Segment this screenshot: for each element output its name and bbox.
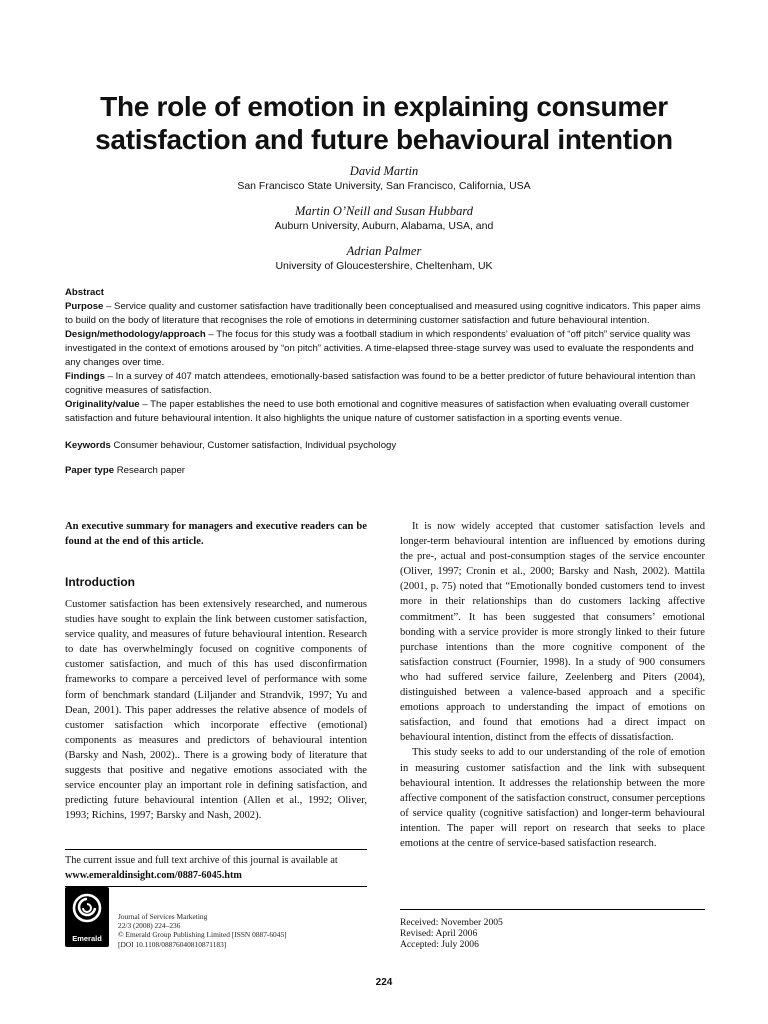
article-dates [400,917,503,950]
paper-type [65,464,707,478]
executive-summary-note: An executive summary for managers and executive readers can be found at the end of this article. [65,521,367,548]
journal-name: Journal of Services Marketing [118,912,208,921]
abstract-label: Purpose [65,301,104,312]
abstract-text: – The paper establishes the need to use both emotional and cognitive measures of satisfaction when evaluating overall customer satisfaction and future behavioural intention. It also highlights the unique nature of customer satisfaction in a sporting events venue. [65,399,690,424]
author-affiliation: Auburn University, Auburn, Alabama, USA, and [274,220,494,232]
author-block [40,163,728,283]
journal-url-link[interactable]: www.emeraldinsight.com/0887-6045.htm [65,870,242,881]
logo-wordmark: Emerald [72,934,102,943]
paper-type-label: Paper type [65,465,115,476]
keywords-label: Keywords [65,440,111,451]
abstract-originality [65,398,707,426]
introduction-paragraph: Customer satisfaction has been extensively researched, and numerous studies have sought to explain the link between customer satisfaction, service quality, and measures of future behavioural intention. Research to date has overwhelmingly focused on cognitive components of customer satisfaction, and much of this has used disconfirmation frameworks to compare a perceived level of performance with some form of benchmark standard (Liljander and Strandvik, 1997; Yu and Dean, 2001). This paper addresses the relative absence of models of customer satisfaction which incorporate effective (emotional) components as measures and predictors of behavioural intention (Barsky and Nash, 2002).. There is a growing body of literature that suggests that positive and negative emotions associated with the service encounter play an important role in defining satisfaction, and predicting future behavioural intention (Allen et al., 1992; Oliver, 1993; Richins, 1997; Barsky and Nash, 2002). [65,599,367,822]
journal-doi: [DOI 10.1108/08876040810871183] [118,939,227,949]
abstract-purpose [65,300,707,328]
accepted-date: Accepted: July 2006 [400,939,479,950]
abstract-heading: Abstract [65,287,104,298]
journal-archive-notice [65,853,367,883]
right-paragraph-1: It is now widely accepted that customer satisfaction levels and longer-term behavioural intention are influenced by emotions during the pre-, actual and post-consumption stages of the service encounter (Oliver, 1997; Cronin et al., 2000; Barsky and Nash, 2002). Mattila (2001, p. 75) noted that “Emotionally bonded customers tend to invest more in their relationships than do customers lacking affective commitment”. It has been suggested that consumers’ emotional bonding with a service provider is more strongly linked to their future purchase intentions than the more cognitive component of the satisfaction construct (Fournier, 1998). In a study of 900 consumers who had suffered service failure, Zeelenberg and Piters (2004), distinguished between a valence-based approach and a specific emotions approach to understanding the impact of emotions on satisfaction, and found that emotions had a direct impact on behavioural intention, distinct from the effects of dissatisfaction. [400,521,705,744]
paper-title: The role of emotion in explaining consumer satisfaction and future behavioural intention [95,91,673,155]
abstract-text: – The focus for this study was a football stadium in which respondents’ evaluation of “off pitch” service quality was investigated in the context of emotions aroused by “on pitch” activities. A time-elapsed three-stage survey was used to evaluate the respondents and any changes over time. [65,329,694,368]
section-heading-introduction: Introduction [65,575,135,589]
author-name: Martin O’Neill and Susan Hubbard [294,204,473,218]
keywords-text: Consumer behaviour, Customer satisfaction, Individual psychology [113,440,397,451]
page-number: 224 [375,977,393,988]
abstract-design [65,328,707,370]
abstract-text: – In a survey of 407 match attendees, emotionally-based satisfaction was found to be a better predictor of future behavioural intention than cognitive measures of satisfaction. [65,371,696,396]
notice-text: The current issue and full text archive of this journal is available at [65,855,338,866]
emerald-swirl-icon [65,887,109,931]
received-date: Received: November 2005 [400,917,503,928]
emerald-logo [65,887,109,947]
abstract-label: Design/methodology/approach [65,329,206,340]
journal-citation [118,912,287,949]
author-name: David Martin [349,164,419,178]
abstract [65,286,707,478]
right-column [400,519,705,851]
abstract-label: Originality/value [65,399,140,410]
author-name: Adrian Palmer [346,244,422,258]
abstract-findings [65,370,707,398]
abstract-text: – Service quality and customer satisfaction have traditionally been conceptualised and measured using cognitive indicators. This paper aims to build on the body of literature that recognises the role of emotions in determining customer satisfaction and future behavioural intention. [65,301,701,326]
author-affiliation: University of Gloucestershire, Cheltenham, UK [275,260,493,272]
paper-type-text: Research paper [116,465,185,476]
abstract-label: Findings [65,371,105,382]
divider [65,886,367,887]
divider [400,909,705,910]
right-paragraph-2: This study seeks to add to our understanding of the role of emotion in measuring customer satisfaction and the link with subsequent behavioural intention. It addresses the relationship between the more affective component of the satisfaction construct, consumer perceptions of service quality (cognitive satisfaction) and longer-term behavioural intention. The paper will report on research that seeks to place emotions at the centre of service-based satisfaction research. [400,747,705,849]
journal-volume: 22/3 (2008) 224–236 [118,921,181,931]
divider [65,849,367,850]
revised-date: Revised: April 2006 [400,928,478,939]
author-affiliation: San Francisco State University, San Francisco, California, USA [237,180,531,192]
keywords [65,439,707,453]
journal-copyright: © Emerald Group Publishing Limited [ISSN 0887-6045] [118,930,287,940]
